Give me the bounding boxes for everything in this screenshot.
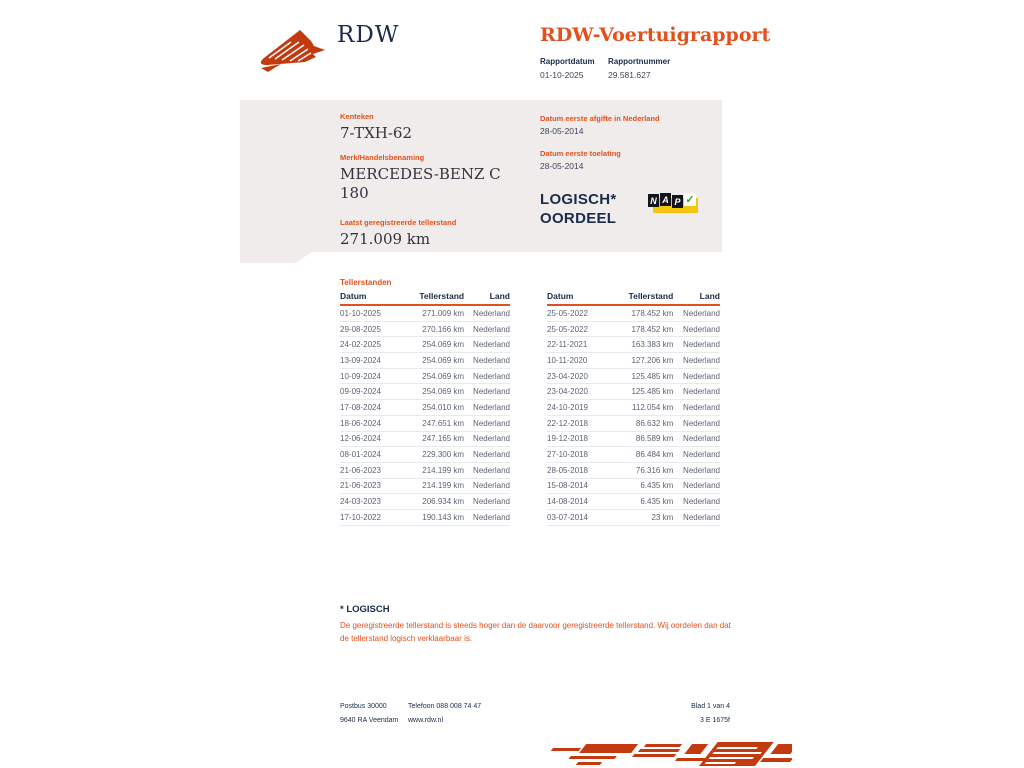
table-row [547, 432, 720, 448]
table-row [547, 416, 720, 432]
table-row [547, 369, 720, 385]
cell-datum: 21-06-2023 [340, 481, 381, 491]
vehicle-info-panel [240, 100, 722, 252]
cell-land: Nederland [683, 418, 720, 428]
table-header-row [547, 291, 720, 306]
cell-land: Nederland [473, 434, 510, 444]
merk-label: Merk/Handelsbenaming [340, 153, 425, 162]
cell-land: Nederland [473, 387, 510, 397]
footnote-text: De geregistreerde tellerstand is steeds hoger dan de daarvoor geregistreerde tellerstand. Wij oordelen dan dat de tellerstand logisch verklaarbaar is. [340, 621, 731, 643]
cell-datum: 01-10-2025 [340, 308, 381, 318]
table-row [340, 494, 510, 510]
footer-address-line1: Postbus 30000 [340, 703, 387, 710]
rdw-bird-icon [257, 28, 335, 72]
cell-datum: 13-09-2024 [340, 355, 381, 365]
cell-tellerstand: 254.010 km [422, 402, 465, 412]
cell-land: Nederland [683, 402, 720, 412]
cell-land: Nederland [473, 450, 510, 460]
cell-datum: 10-09-2024 [340, 371, 381, 381]
cell-tellerstand: 76.316 km [635, 465, 674, 475]
table-row [340, 479, 510, 495]
cell-land: Nederland [473, 371, 510, 381]
footer-contact [408, 700, 481, 728]
table-row [547, 479, 720, 495]
cell-tellerstand: 254.069 km [422, 371, 465, 381]
table-row [547, 400, 720, 416]
kenteken-label: Kenteken [340, 112, 374, 121]
cell-datum: 24-02-2025 [340, 340, 381, 350]
cell-datum: 23-04-2020 [547, 371, 588, 381]
cell-datum: 24-03-2023 [340, 497, 381, 507]
cell-datum: 25-05-2022 [547, 308, 588, 318]
table-row [340, 463, 510, 479]
cell-datum: 09-09-2024 [340, 387, 381, 397]
cell-land: Nederland [683, 355, 720, 365]
cell-land: Nederland [683, 387, 720, 397]
cell-datum: 29-08-2025 [340, 324, 381, 334]
column-header-tellerstand: Tellerstand [628, 291, 674, 301]
nap-check-icon: ✓ [685, 194, 695, 206]
footer-doc-code: 3 E 1675f [700, 717, 730, 724]
nap-letter-n: N [648, 194, 659, 207]
cell-tellerstand: 6.435 km [640, 481, 674, 491]
cell-datum: 21-06-2023 [340, 465, 381, 475]
cell-datum: 23-04-2020 [547, 387, 588, 397]
table-row [547, 322, 720, 338]
cell-tellerstand: 247.165 km [422, 434, 465, 444]
column-header-land: Land [489, 291, 510, 301]
cell-land: Nederland [473, 465, 510, 475]
cell-tellerstand: 254.069 km [422, 387, 465, 397]
cell-land: Nederland [683, 324, 720, 334]
table-row [340, 337, 510, 353]
column-header-tellerstand: Tellerstand [419, 291, 465, 301]
cell-land: Nederland [683, 371, 720, 381]
cell-datum: 25-05-2022 [547, 324, 588, 334]
cell-land: Nederland [473, 355, 510, 365]
footer-pageinfo [630, 700, 730, 728]
rdw-logo-text: RDW [337, 22, 400, 48]
cell-tellerstand: 127.206 km [631, 355, 674, 365]
cell-land: Nederland [473, 481, 510, 491]
report-date-label: Rapportdatum [540, 57, 595, 66]
cell-land: Nederland [683, 465, 720, 475]
eerste-afgifte-label: Datum eerste afgifte in Nederland [540, 114, 660, 123]
cell-tellerstand: 23 km [651, 512, 674, 522]
cell-land: Nederland [473, 324, 510, 334]
cell-land: Nederland [683, 308, 720, 318]
cell-datum: 17-08-2024 [340, 402, 381, 412]
cell-land: Nederland [473, 512, 510, 522]
footer-website: www.rdw.nl [408, 717, 444, 724]
eerste-toelating-value: 28-05-2014 [540, 161, 584, 171]
column-header-land: Land [699, 291, 720, 301]
table-row [547, 353, 720, 369]
column-header-datum: Datum [547, 291, 574, 301]
cell-land: Nederland [683, 497, 720, 507]
table-row [547, 494, 720, 510]
merk-value: MERCEDES-BENZ C 180 [340, 165, 501, 202]
cell-tellerstand: 247.651 km [422, 418, 465, 428]
vehicle-info-left-column [340, 112, 520, 249]
report-number-label: Rapportnummer [608, 57, 671, 66]
cell-datum: 14-08-2014 [547, 497, 588, 507]
footer-phone: Telefoon 088 008 74 47 [408, 703, 482, 710]
rdw-stripes-graphic-icon [530, 734, 792, 768]
cell-datum: 10-11-2020 [547, 355, 588, 365]
meter-table-right [547, 291, 720, 526]
cell-datum: 17-10-2022 [340, 512, 381, 522]
oordeel-text [540, 190, 648, 228]
oordeel-line1: LOGISCH* [540, 191, 617, 208]
table-row [340, 322, 510, 338]
meter-table-right-body [547, 306, 720, 526]
cell-datum: 22-12-2018 [547, 418, 588, 428]
eerste-afgifte-value: 28-05-2014 [540, 126, 584, 136]
oordeel-line2: OORDEEL [540, 210, 617, 227]
table-row [340, 384, 510, 400]
table-row [547, 306, 720, 322]
cell-tellerstand: 229.300 km [422, 450, 465, 460]
cell-tellerstand: 270.166 km [422, 324, 465, 334]
cell-tellerstand: 112.054 km [632, 402, 674, 412]
cell-tellerstand: 254.069 km [422, 340, 465, 350]
table-header-row [340, 291, 510, 306]
cell-datum: 28-05-2018 [547, 465, 588, 475]
cell-tellerstand: 214.199 km [422, 481, 465, 491]
oordeel-row [540, 190, 718, 228]
table-row [340, 416, 510, 432]
cell-tellerstand: 271.009 km [422, 308, 465, 318]
kenteken-value: 7-TXH-62 [340, 124, 412, 142]
table-row [340, 510, 510, 526]
footer-address-line2: 9640 RA Veendam [340, 717, 399, 724]
cell-tellerstand: 190.143 km [422, 512, 465, 522]
cell-land: Nederland [473, 497, 510, 507]
table-row [340, 369, 510, 385]
table-row [340, 306, 510, 322]
cell-tellerstand: 125.485 km [631, 387, 674, 397]
meter-table-left [340, 291, 510, 526]
cell-datum: 22-11-2021 [547, 340, 588, 350]
vehicle-info-right-column [540, 114, 718, 228]
nap-letter-p: P [672, 195, 683, 208]
table-row [547, 337, 720, 353]
cell-land: Nederland [683, 512, 720, 522]
table-row [340, 400, 510, 416]
table-row [547, 447, 720, 463]
footer-page-number: Blad 1 van 4 [691, 703, 730, 710]
cell-datum: 24-10-2019 [547, 402, 588, 412]
report-title: RDW-Voertuigrapport [540, 24, 771, 46]
cell-tellerstand: 86.484 km [635, 450, 674, 460]
cell-land: Nederland [473, 418, 510, 428]
cell-tellerstand: 254.069 km [422, 355, 465, 365]
cell-tellerstand: 178.452 km [631, 308, 674, 318]
cell-datum: 08-01-2024 [340, 450, 381, 460]
cell-datum: 18-06-2024 [340, 418, 381, 428]
cell-land: Nederland [683, 481, 720, 491]
cell-land: Nederland [473, 340, 510, 350]
cell-land: Nederland [683, 434, 720, 444]
cell-datum: 27-10-2018 [547, 450, 588, 460]
cell-datum: 15-08-2014 [547, 481, 588, 491]
cell-tellerstand: 163.383 km [631, 340, 674, 350]
table-row [340, 432, 510, 448]
cell-datum: 19-12-2018 [547, 434, 588, 444]
laatste-tellerstand-value: 271.009 km [340, 230, 431, 248]
report-date-value: 01-10-2025 [540, 70, 584, 80]
cell-land: Nederland [683, 450, 720, 460]
cell-tellerstand: 6.435 km [640, 497, 674, 507]
cell-tellerstand: 125.485 km [631, 371, 674, 381]
cell-land: Nederland [473, 308, 510, 318]
cell-datum: 12-06-2024 [340, 434, 381, 444]
eerste-toelating-label: Datum eerste toelating [540, 149, 621, 158]
table-row [340, 447, 510, 463]
table-row [547, 384, 720, 400]
cell-land: Nederland [473, 402, 510, 412]
tellerstanden-section-title: Tellerstanden [340, 278, 392, 287]
cell-tellerstand: 86.632 km [635, 418, 674, 428]
footnote-title: * LOGISCH [340, 604, 390, 615]
footer-address [340, 700, 398, 728]
laatste-tellerstand-label: Laatst geregistreerde tellerstand [340, 218, 457, 227]
meter-table-left-body [340, 306, 510, 526]
report-number-value: 29.581.627 [608, 70, 651, 80]
cell-datum: 03-07-2014 [547, 512, 588, 522]
cell-land: Nederland [683, 340, 720, 350]
cell-tellerstand: 206.934 km [422, 497, 465, 507]
cell-tellerstand: 86.589 km [635, 434, 674, 444]
table-row [340, 353, 510, 369]
report-number-block [608, 57, 718, 80]
nap-logo [648, 191, 700, 218]
cell-tellerstand: 178.452 km [631, 324, 674, 334]
nap-letter-a: A [660, 193, 671, 206]
table-row [547, 510, 720, 526]
column-header-datum: Datum [340, 291, 367, 301]
table-row [547, 463, 720, 479]
cell-tellerstand: 214.199 km [422, 465, 465, 475]
